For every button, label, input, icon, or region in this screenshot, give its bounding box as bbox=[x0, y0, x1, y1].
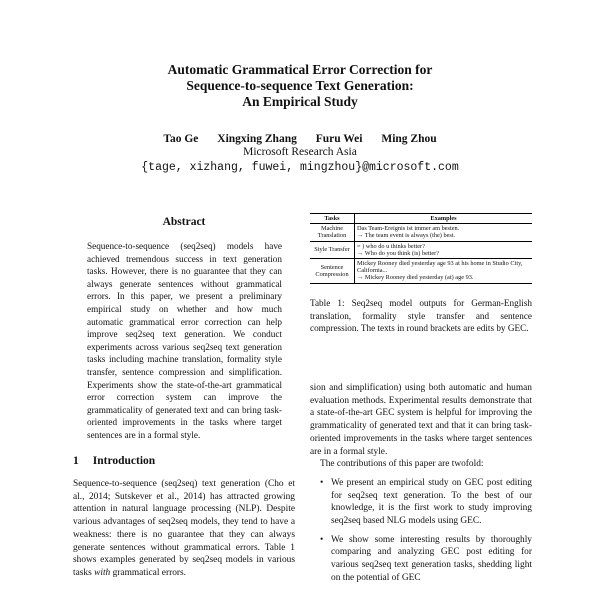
abstract-text: Sequence-to-sequence (seq2seq) models have achieved tremendous success in text generation tasks. However, there is no guarantee that they can always generate sentences without grammatical errors. In this paper, we present a preliminary empirical study on whether and how much automatic grammatical error correction can help improve seq2seq text generation. We conduct experiments across various seq2seq text generation tasks including machine translation, formality style transfer, sentence compression and simplification. Experiments show the state-of-the-art grammatical error correction system can improve the grammaticality of generated text and can bring task-oriented improvements in the tasks where target sentences are in a formal style. bbox=[87, 241, 282, 440]
section-number: 1 bbox=[73, 455, 79, 467]
author-name: Xingxing Zhang bbox=[217, 133, 297, 145]
table-task-cell: Machine Translation bbox=[310, 224, 355, 241]
table-header-row bbox=[310, 214, 532, 224]
section-heading bbox=[73, 455, 155, 467]
affiliation: Microsoft Research Asia bbox=[243, 146, 357, 158]
examples-table bbox=[310, 213, 532, 284]
table-example-cell bbox=[355, 224, 533, 241]
author-name: Tao Ge bbox=[163, 133, 199, 145]
bullet-icon: • bbox=[320, 477, 324, 488]
example-line: Mickey Rooney died yesterday age 93 at his home in Studio City, California... bbox=[357, 260, 523, 275]
paper-title bbox=[0, 62, 600, 110]
title-line: Automatic Grammatical Error Correction for bbox=[167, 62, 433, 77]
title-line: Sequence-to-sequence Text Generation: bbox=[186, 78, 414, 93]
body-paragraph: sion and simplification) using both automatic and human evaluation methods. Experimental results demonstrate that a state-of-the-art GEC system is helpful for improving the grammaticality of generated text and that it can bring task-oriented improvements in the tasks where target sentences are in a formal style. bbox=[310, 383, 532, 457]
author-name: Furu Wei bbox=[315, 133, 363, 145]
contributions-list bbox=[310, 477, 532, 585]
bullet-icon: • bbox=[320, 534, 324, 545]
intro-emphasis: with bbox=[94, 567, 111, 578]
example-line: → Who do you think (is) better? bbox=[357, 249, 440, 257]
table-row bbox=[310, 224, 532, 241]
contributions-intro: The contributions of this paper are twofold: bbox=[320, 459, 484, 470]
example-line: = ) who do u thinks better? bbox=[357, 242, 425, 250]
intro-text-end: grammatical errors. bbox=[110, 567, 186, 578]
right-column-text bbox=[310, 382, 532, 585]
table-task-cell: Style Transfer bbox=[310, 241, 355, 258]
table-header: Examples bbox=[355, 214, 533, 224]
example-line: Das Team-Ereignis ist immer am besten. bbox=[357, 225, 460, 233]
table-example-cell bbox=[355, 259, 533, 284]
example-line: → Mickey Rooney died yesterday (at) age 93. bbox=[357, 274, 474, 282]
author-name: Ming Zhou bbox=[381, 133, 437, 145]
table-example-cell bbox=[355, 241, 533, 258]
abstract-heading: Abstract bbox=[162, 216, 206, 228]
section-title: Introduction bbox=[92, 455, 156, 467]
title-line: An Empirical Study bbox=[242, 94, 358, 109]
table-task-cell: Sentence Compression bbox=[310, 259, 355, 284]
list-item bbox=[310, 477, 532, 528]
author-list bbox=[0, 133, 600, 145]
example-line: → The team event is always (the) best. bbox=[357, 232, 456, 240]
intro-text: Sequence-to-sequence (seq2seq) text generation (Cho et al., 2014; Sutskever et al., 2014) has attracted growing attention in natural language processing (NLP). Despite various advantages of seq2seq models, they tend to have a weakness: there is no guarantee that they can always generate sentences without grammatical errors. Table 1 shows examples generated by seq2seq models in various tasks bbox=[73, 479, 295, 578]
table-row bbox=[310, 259, 532, 284]
list-item bbox=[310, 534, 532, 585]
introduction-paragraph bbox=[73, 478, 295, 580]
list-item-text: We show some interesting results by thoroughly comparing and analyzing GEC post editing for various seq2seq text generation tasks, shedding light on the potential of GEC bbox=[331, 534, 532, 583]
author-email: {tage, xizhang, fuwei, mingzhou}@microsoft.com bbox=[141, 161, 459, 174]
table-caption: Table 1: Seq2seq model outputs for German-English translation, formality style transfer and sentence compression. The texts in round brackets are edits by GEC. bbox=[310, 298, 532, 334]
table-row bbox=[310, 241, 532, 258]
list-item-text: We present an empirical study on GEC post editing for seq2seq text generation. To the best of our knowledge, it is the first work to study improving seq2seq based NLG models using GEC. bbox=[331, 477, 532, 527]
table-header: Tasks bbox=[310, 214, 355, 224]
